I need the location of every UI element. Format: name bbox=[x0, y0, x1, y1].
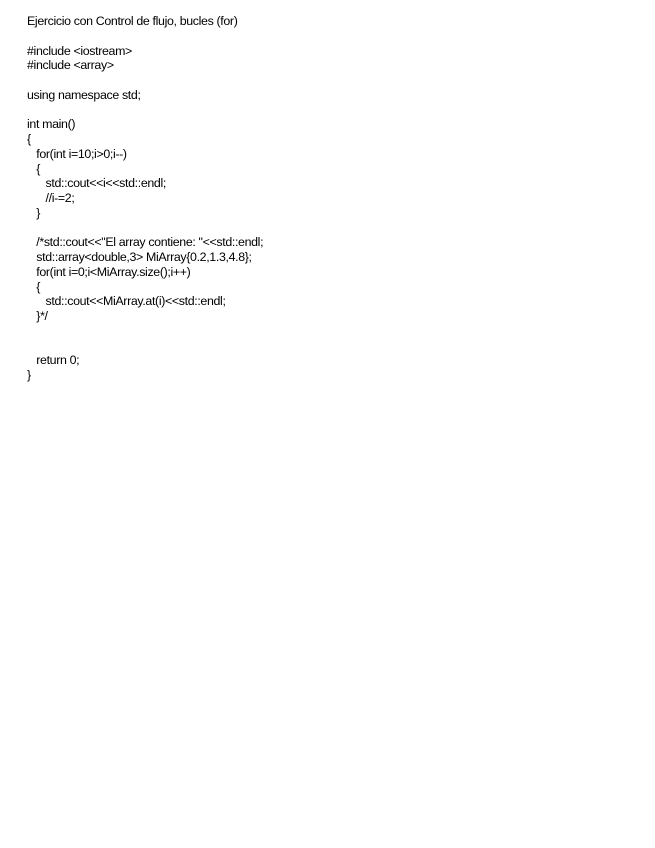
code-line: return 0; bbox=[27, 353, 80, 368]
code-line bbox=[27, 73, 627, 88]
code-line: std::array<double,3> MiArray{0.2,1.3,4.8}; bbox=[27, 250, 252, 264]
code-line: { bbox=[27, 279, 41, 294]
code-line: //i-=2; bbox=[27, 191, 75, 205]
code-line bbox=[27, 103, 627, 118]
code-line bbox=[27, 29, 627, 44]
document-title: Ejercicio con Control de flujo, bucles (for) bbox=[27, 14, 238, 28]
document-body bbox=[27, 14, 627, 383]
code-line: std::cout<<MiArray.at(i)<<std::endl; bbox=[27, 294, 226, 309]
code-line: { bbox=[27, 132, 31, 146]
code-line: #include <array> bbox=[27, 58, 114, 73]
code-line bbox=[27, 324, 627, 339]
code-line bbox=[27, 221, 627, 236]
code-line: for(int i=10;i>0;i--) bbox=[27, 146, 127, 161]
code-line: { bbox=[27, 161, 41, 176]
code-line: /*std::cout<<"El array contiene: "<<std::endl; bbox=[27, 235, 264, 250]
code-line: #include <iostream> bbox=[27, 43, 132, 58]
code-line: for(int i=0;i<MiArray.size();i++) bbox=[27, 264, 191, 279]
code-line: } bbox=[27, 368, 31, 382]
code-line: }*/ bbox=[27, 309, 48, 323]
code-line: } bbox=[27, 205, 41, 220]
code-line: using namespace std; bbox=[27, 87, 141, 102]
code-line: std::cout<<i<<std::endl; bbox=[27, 176, 166, 191]
code-line bbox=[27, 339, 627, 354]
code-line: int main() bbox=[27, 117, 76, 132]
